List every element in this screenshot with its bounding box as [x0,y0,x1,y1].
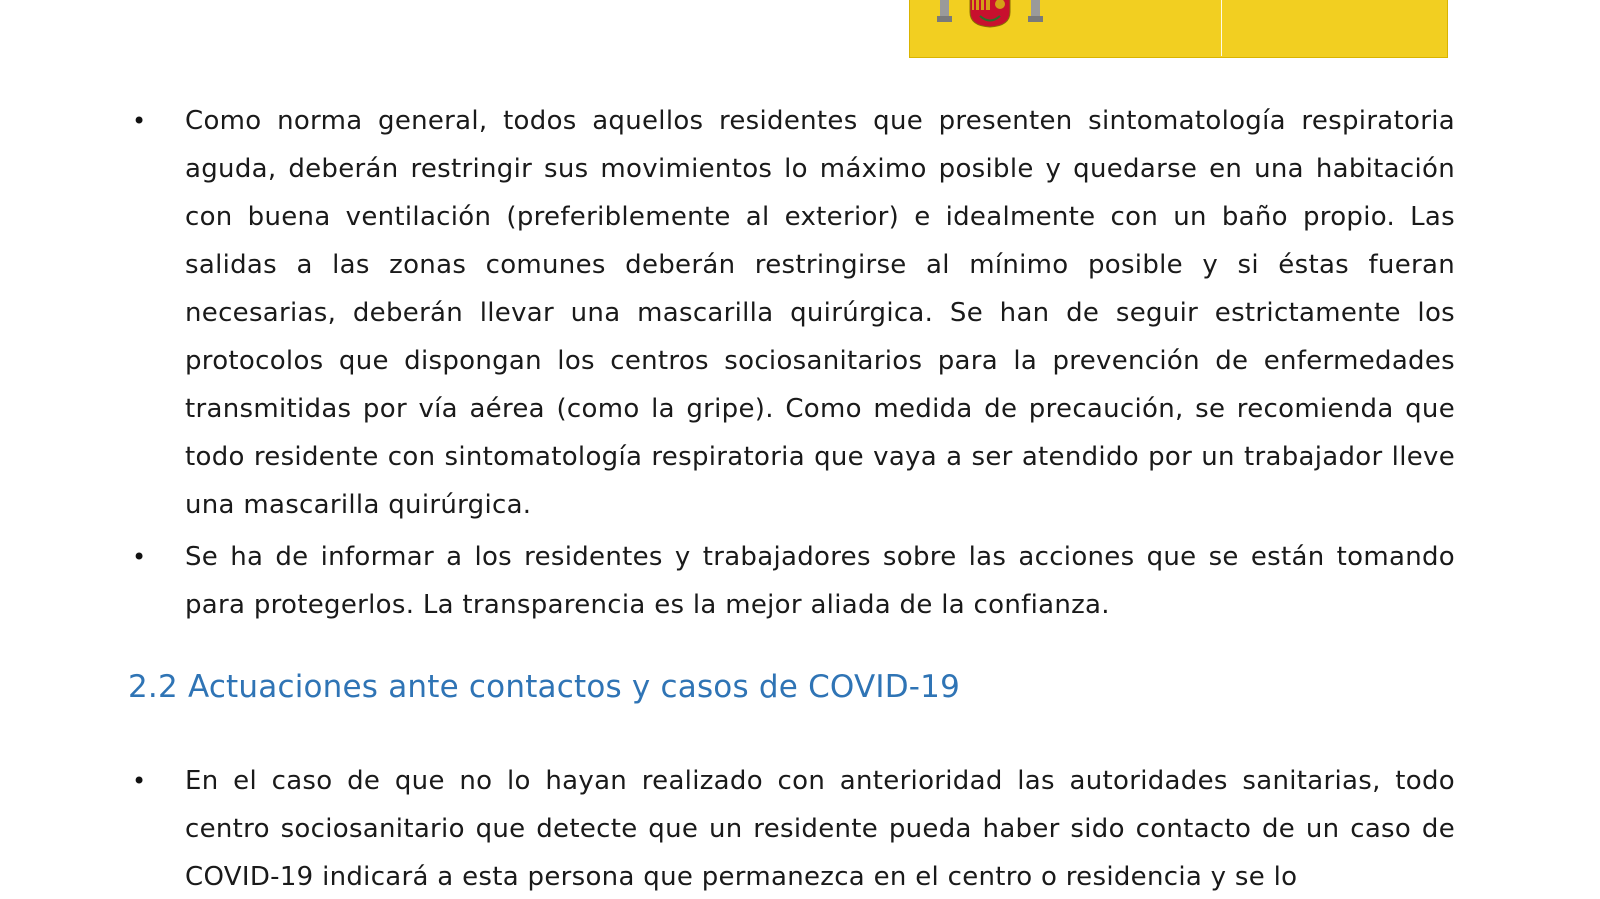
government-emblem-banner [909,0,1448,58]
list-item-text: Como norma general, todos aquellos residentes que presenten sintomatología respiratoria aguda, deberán restringir sus movimientos lo máximo posible y quedarse en una habitación con buena ventilación (preferiblemente al exterior) e idealmente con un baño propio. Las salidas a las zonas comunes deberán restringirse al mínimo posible y si éstas fueran necesarias, deberán llevar una mascarilla quirúrgica. Se han de seguir estrictamente los protocolos que dispongan los centros sociosanitarios para la prevención de enfermedades transmitidas por vía aérea (como la gripe). Como medida de precaución, se recomienda que todo residente con sintomatología respiratoria que vaya a ser atendido por un trabajador lleve una mascarilla quirúrgica. [185,106,1455,520]
spain-coat-of-arms-icon [934,0,1064,28]
banner-divider [1221,0,1222,56]
bullet-icon: • [132,543,147,571]
bullet-icon: • [132,767,147,795]
list-item-text: Se ha de informar a los residentes y trabajadores sobre las acciones que se están tomando para protegerlos. La transparencia es la mejor aliada de la confianza. [185,542,1455,620]
bullet-icon: • [132,107,147,135]
list-item-text: En el caso de que no lo hayan realizado con anterioridad las autoridades sanitarias, todo centro sociosanitario que detecte que un residente pueda haber sido contacto de un caso de COVID-19 indicará a esta persona que permanezca en el centro o residencia y se lo [185,766,1455,892]
section-heading: 2.2 Actuaciones ante contactos y casos de COVID-19 [128,669,961,705]
